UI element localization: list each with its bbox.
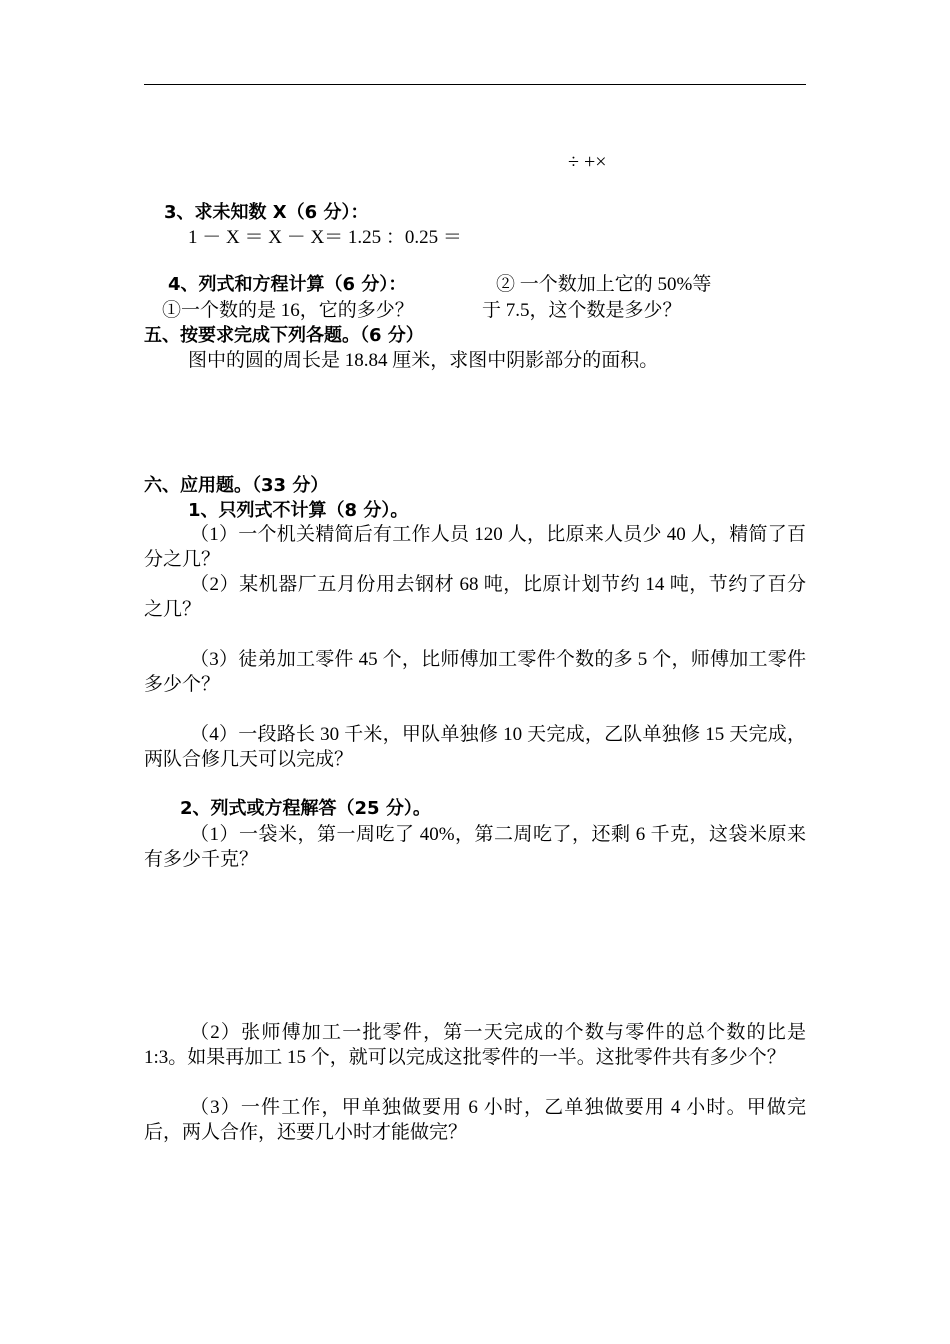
section-4-title: 4、列式和方程计算（6 分）： bbox=[168, 274, 407, 295]
question-6-1-3: （3）徒弟加工零件 45 个，比师傅加工零件个数的多 5 个，师傅加工零件多少个？ bbox=[144, 649, 806, 695]
section-5-text: 图中的圆的周长是 18.84 厘米，求图中阴影部分的面积。 bbox=[188, 350, 659, 371]
section-3-title: 3、求未知数 X（6 分）： bbox=[164, 202, 369, 223]
section-6-sub1-title: 1、只列式不计算（8 分）。 bbox=[188, 500, 409, 521]
question-6-2-1: （1）一袋米，第一周吃了 40%，第二周吃了，还剩 6 千克，这袋米原来有多少千克？ bbox=[144, 824, 806, 870]
section-5-title: 五、按要求完成下列各题。（6 分） bbox=[144, 325, 424, 346]
section-4-q2-line2: 于 7.5，这个数是多少？ bbox=[482, 300, 682, 321]
section-6-title: 六、应用题。（33 分） bbox=[144, 475, 329, 496]
section-6-sub2-title: 2、列式或方程解答（25 分）。 bbox=[180, 798, 431, 819]
operator-symbols: ÷ +× bbox=[568, 151, 607, 173]
section-4-q2-line1: ② 一个数加上它的 50%等 bbox=[496, 274, 712, 295]
question-6-1-2: （2）某机器厂五月份用去钢材 68 吨，比原计划节约 14 吨，节约了百分之几？ bbox=[144, 574, 806, 620]
question-6-2-3: （3）一件工作，甲单独做要用 6 小时，乙单独做要用 4 小时。甲做完后，两人合作，还要几小时才能做完？ bbox=[144, 1097, 806, 1143]
header-rule bbox=[144, 84, 806, 85]
section-3-equations: 1 － X ＝ X － X＝ 1.25 ：0.25 ＝ bbox=[188, 227, 462, 248]
question-6-1-4: （4）一段路长 30 千米，甲队单独修 10 天完成，乙队单独修 15 天完成，两队合修几天可以完成？ bbox=[144, 724, 806, 770]
question-6-1-1: （1）一个机关精简后有工作人员 120 人，比原来人员少 40 人，精简了百分之几？ bbox=[144, 524, 806, 570]
section-4-q1: ①一个数的是 16，它的多少？ bbox=[162, 300, 414, 321]
question-6-2-2: （2）张师傅加工一批零件，第一天完成的个数与零件的总个数的比是 1:3。如果再加工 15 个，就可以完成这批零件的一半。这批零件共有多少个？ bbox=[144, 1022, 806, 1068]
